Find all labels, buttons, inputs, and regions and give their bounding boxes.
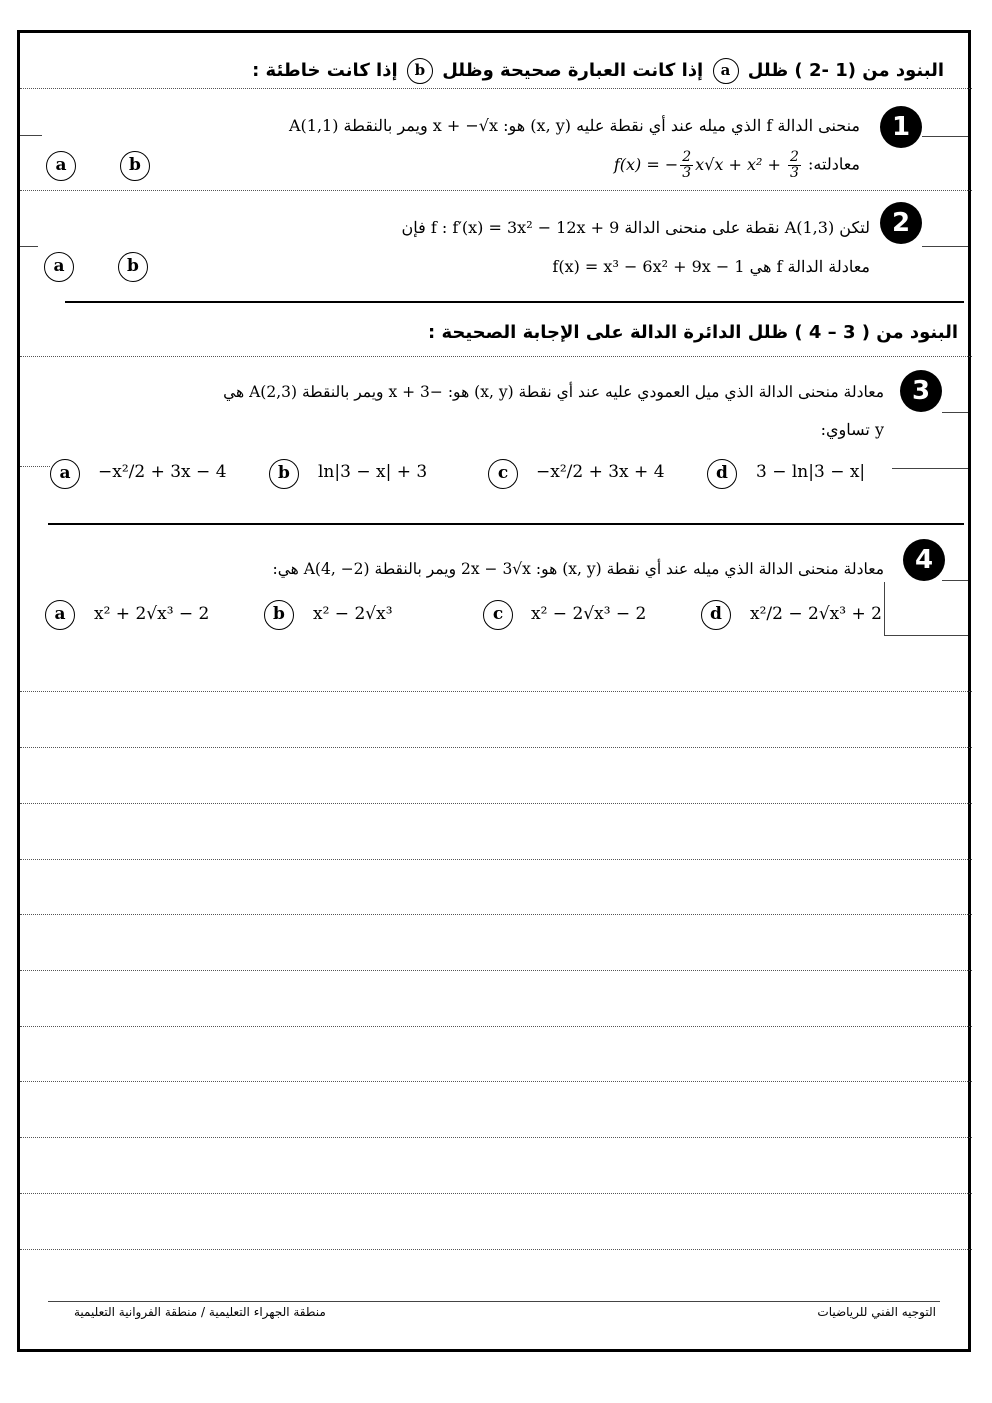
answer-line [892,468,968,469]
writing-line [20,691,972,692]
question-3-line2: y تساوي: [820,420,884,439]
section1-heading-start: البنود من (1 -2 ) ظلل [747,60,944,81]
question-1-text [289,116,860,135]
answer-line [20,246,38,247]
question-2-line2: معادلة الدالة f هي f(x) = x³ − 6x² + 9x − 1 [552,257,870,276]
true-mark-circle: a [713,58,739,84]
writing-line [20,859,972,860]
section1-heading-mid: إذا كانت العبارة صحيحة وظلل [442,60,704,81]
footer-left: منطقة الجهراء التعليمية / منطقة الفروانية التعليمية [74,1305,326,1319]
q1-option-a[interactable]: a [46,151,76,181]
writing-line [20,1249,972,1250]
section-divider [65,301,964,303]
divider [20,88,972,89]
writing-line [20,914,972,915]
footer-right: التوجيه الفني للرياضيات [817,1305,936,1319]
q4-option-c[interactable]: c [483,600,513,630]
question-number-4: 4 [903,539,945,581]
false-mark-circle: b [407,58,433,84]
answer-line [942,412,968,413]
question-4-line1: معادلة منحنى الدالة الذي ميله عند أي نقطة (x, y) هو: 2x − 3√x ويمر بالنقطة A(4, −2) هي: [272,560,884,578]
q3-option-d[interactable]: d [707,459,737,489]
question-1-line2-label: معادلته: [808,154,860,174]
q3-option-c[interactable]: c [488,459,518,489]
writing-line [20,1026,972,1027]
writing-line [20,1081,972,1082]
q3-option-a[interactable]: a [50,459,80,489]
writing-line [20,803,972,804]
q4-option-c-text: x² − 2√x³ − 2 [531,604,647,624]
question-number-2: 2 [880,202,922,244]
divider [20,190,972,191]
box-edge [884,582,885,636]
answer-line [20,135,42,136]
q4-option-a-text: x² + 2√x³ − 2 [94,604,210,624]
q4-option-b[interactable]: b [264,600,294,630]
section2-heading: البنود من ( 3 – 4 ) ظلل الدائرة الدالة على الإجابة الصحيحة : [427,322,958,343]
q4-option-b-text: x² − 2√x³ [313,604,393,624]
q3-option-b[interactable]: b [269,459,299,489]
section-divider [48,523,964,525]
q4-option-d-text: x²/2 − 2√x³ + 2 [750,604,882,624]
q3-option-d-text: 3 − ln|3 − x| [756,462,866,482]
section1-heading [252,58,944,84]
section1-heading-end: إذا كانت خاطئة : [252,60,398,81]
q3-option-b-text: ln|3 − x| + 3 [318,462,428,482]
q4-option-a[interactable]: a [45,600,75,630]
question-3-line1: معادلة منحنى الدالة الذي ميل العمودي عليه عند أي نقطة (x, y) هو: −x + 3 ويمر بالنقطة A(2,3) هي [223,383,884,401]
q1-option-b[interactable]: b [120,151,150,181]
question-1-line1: منحنى الدالة f الذي ميله عند أي نقطة عليه (x, y) هو: x + −√x ويمر بالنقطة A(1,1) [288,116,860,135]
answer-line [922,136,968,137]
footer-rule [48,1301,940,1302]
writing-line [20,1193,972,1194]
divider [20,356,972,357]
writing-line [20,970,972,971]
question-1-equation: f(x) = − $\frac{2}{3}$ x√x + x² + $\frac{2}{3}$ [613,149,799,181]
q4-option-d[interactable]: d [701,600,731,630]
answer-line [942,580,968,581]
question-1-line2-wrap [614,150,860,180]
writing-line [20,747,972,748]
q2-option-a[interactable]: a [44,252,74,282]
answer-line [884,635,968,636]
question-number-1: 1 [880,106,922,148]
question-number-3: 3 [900,370,942,412]
q3-option-c-text: −x²/2 + 3x + 4 [536,462,665,482]
q3-option-a-text: −x²/2 + 3x − 4 [98,462,227,482]
q2-option-b[interactable]: b [118,252,148,282]
writing-line [20,1137,972,1138]
divider [20,466,50,467]
question-2-line1: لتكن A(1,3) نقطة على منحنى الدالة f : f′(x) = 3x² − 12x + 9 فإن [401,218,870,237]
answer-line [922,246,968,247]
